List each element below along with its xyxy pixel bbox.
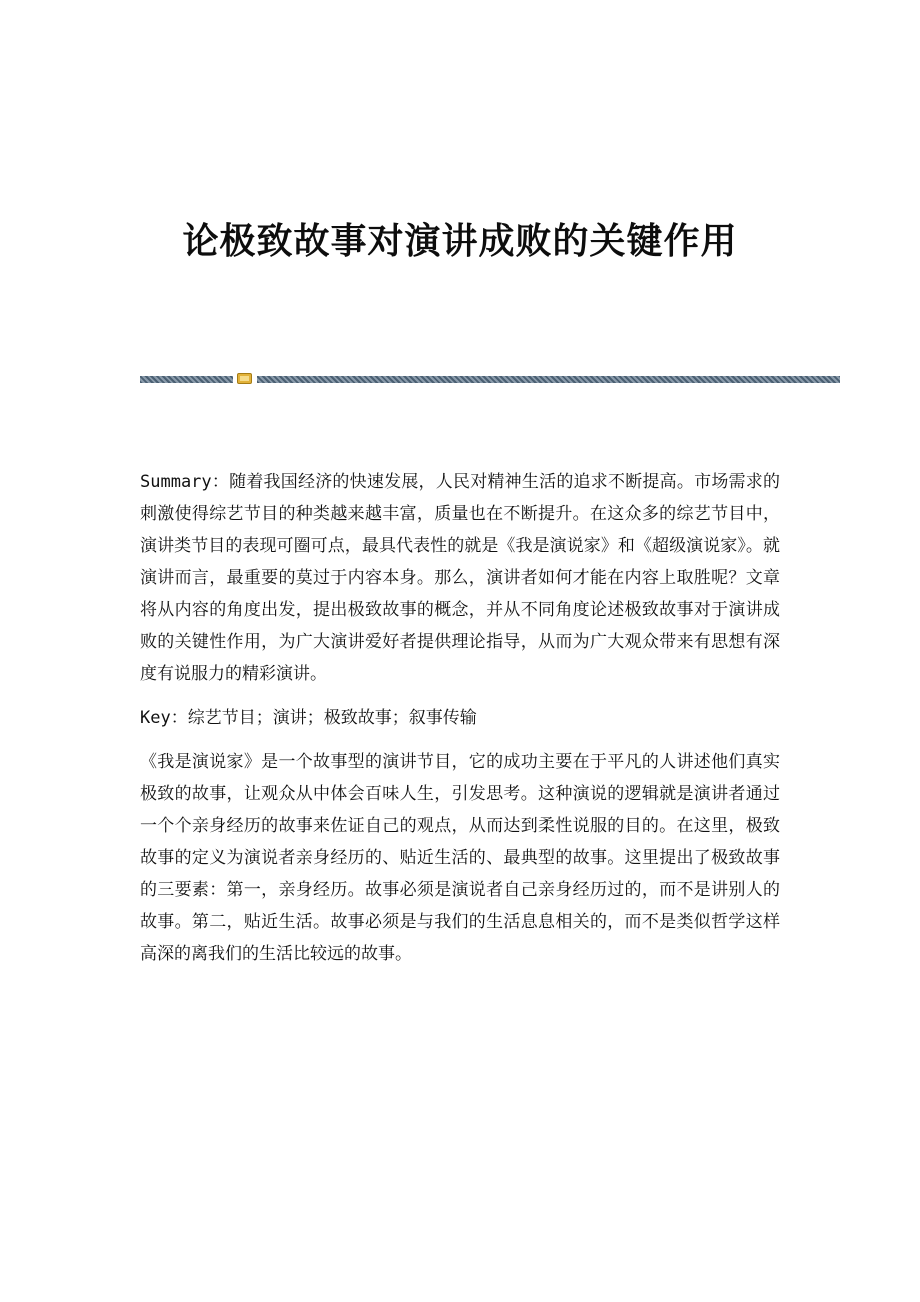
summary-text: 随着我国经济的快速发展，人民对精神生活的追求不断提高。市场需求的刺激使得综艺节目的种类越来越丰富，质量也在不断提升。在这众多的综艺节目中，演讲类节目的表现可圈可点，最具代表性的就是《我是演说家》和《超级演说家》。就演讲而言，最重要的莫过于内容本身。那么，演讲者如何才能在内容上取胜呢？文章将从内容的角度出发，提出极致故事的概念，并从不同角度论述极致故事对于演讲成败的关键性作用，为广大演讲爱好者提供理论指导，从而为广大观众带来有思想有深度有说服力的精彩演讲。 (140, 472, 780, 684)
divider-bar-left (140, 376, 233, 383)
body-paragraph: 《我是演说家》是一个故事型的演讲节目，它的成功主要在于平凡的人讲述他们真实极致的故事，让观众从中体会百味人生，引发思考。这种演说的逻辑就是演讲者通过一个个亲身经历的故事来佐证自己的观点，从而达到柔性说服的目的。在这里，极致故事的定义为演说者亲身经历的、贴近生活的、最典型的故事。这里提出了极致故事的三要素：第一，亲身经历。故事必须是演说者自己亲身经历过的，而不是讲别人的故事。第二，贴近生活。故事必须是与我们的生活息息相关的，而不是类似哲学这样高深的离我们的生活比较远的故事。 (140, 752, 780, 964)
keywords-label: Key： (140, 708, 188, 728)
divider-ornament-icon (237, 373, 252, 384)
document-title: 论极致故事对演讲成败的关键作用 (182, 220, 738, 262)
title-divider (140, 373, 840, 385)
document-body (140, 466, 780, 982)
summary-paragraph (140, 466, 780, 690)
divider-bar-right (257, 376, 840, 383)
summary-label: Summary： (140, 472, 230, 492)
keywords-paragraph (140, 702, 780, 734)
keywords-text: 综艺节目；演讲；极致故事；叙事传输 (187, 708, 477, 728)
